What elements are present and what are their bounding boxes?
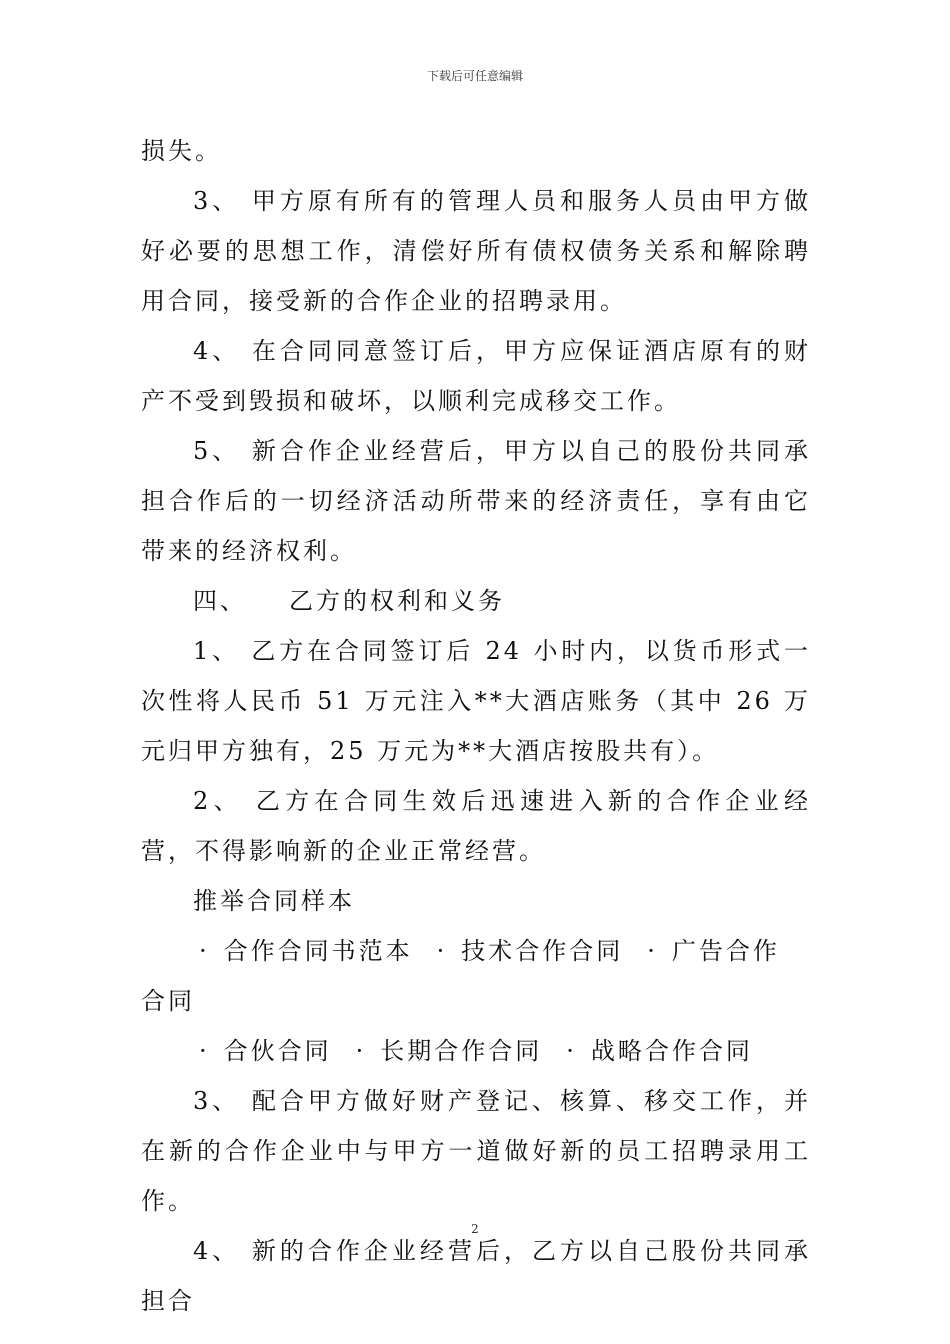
page-number: 2: [471, 1222, 479, 1236]
link-item[interactable]: [199, 1026, 332, 1076]
page-header: 下载后可任意编辑: [426, 69, 523, 83]
links-row-1: [141, 926, 811, 976]
link-continuation[interactable]: 合同: [141, 987, 195, 1015]
bullet-icon: ·: [566, 1037, 577, 1065]
link-label: 长期合作合同: [380, 1037, 543, 1065]
bullet-icon: ·: [199, 937, 210, 965]
paragraph-2: 3、 甲方原有所有的管理人员和服务人员由甲方做好必要的思想工作，清偿好所有债权债务关系和解除聘用合同，接受新的合作企业的招聘录用。: [141, 187, 811, 315]
link-label: 技术合作合同: [461, 937, 624, 965]
paragraph-3: 4、 在合同同意签订后，甲方应保证酒店原有的财产不受到毁损和破坏，以顺利完成移交工作。: [141, 337, 811, 415]
paragraph-8: 4、 新的合作企业经营后，乙方以自己股份共同承担合: [141, 1237, 811, 1315]
bullet-icon: ·: [436, 937, 448, 965]
links-row-2: [141, 1026, 811, 1076]
link-item[interactable]: [356, 1026, 543, 1076]
link-label: 合作合同书范本: [223, 937, 413, 965]
link-item[interactable]: [437, 926, 624, 976]
link-label: 战略合作合同: [590, 1037, 753, 1065]
bullet-icon: ·: [355, 1037, 367, 1065]
section-heading-4: 四、 乙方的权利和义务: [193, 587, 505, 615]
link-label: 广告合作: [671, 937, 780, 965]
link-label: 合伙合同: [223, 1037, 332, 1065]
paragraph-4: 5、 新合作企业经营后，甲方以自己的股份共同承担合作后的一切经济活动所带来的经济责任，享有由它带来的经济权利。: [141, 437, 811, 565]
paragraph-6: 2、 乙方在合同生效后迅速进入新的合作企业经营，不得影响新的企业正常经营。: [141, 787, 811, 865]
bullet-icon: ·: [199, 1037, 210, 1065]
link-item[interactable]: [199, 926, 413, 976]
recommend-heading: 推举合同样本: [193, 887, 355, 915]
bullet-icon: ·: [647, 937, 658, 965]
document-body: [141, 126, 811, 1326]
paragraph-7: 3、 配合甲方做好财产登记、核算、移交工作，并在新的合作企业中与甲方一道做好新的员工招聘录用工作。: [141, 1087, 811, 1215]
link-item[interactable]: [647, 926, 780, 976]
link-item[interactable]: [566, 1026, 753, 1076]
paragraph-5: 1、 乙方在合同签订后 24 小时内，以货币形式一次性将人民币 51 万元注入**大酒店账务（其中 26 万元归甲方独有，25 万元为**大酒店按股共有）。: [141, 637, 811, 765]
paragraph-1: 损失。: [141, 137, 222, 165]
